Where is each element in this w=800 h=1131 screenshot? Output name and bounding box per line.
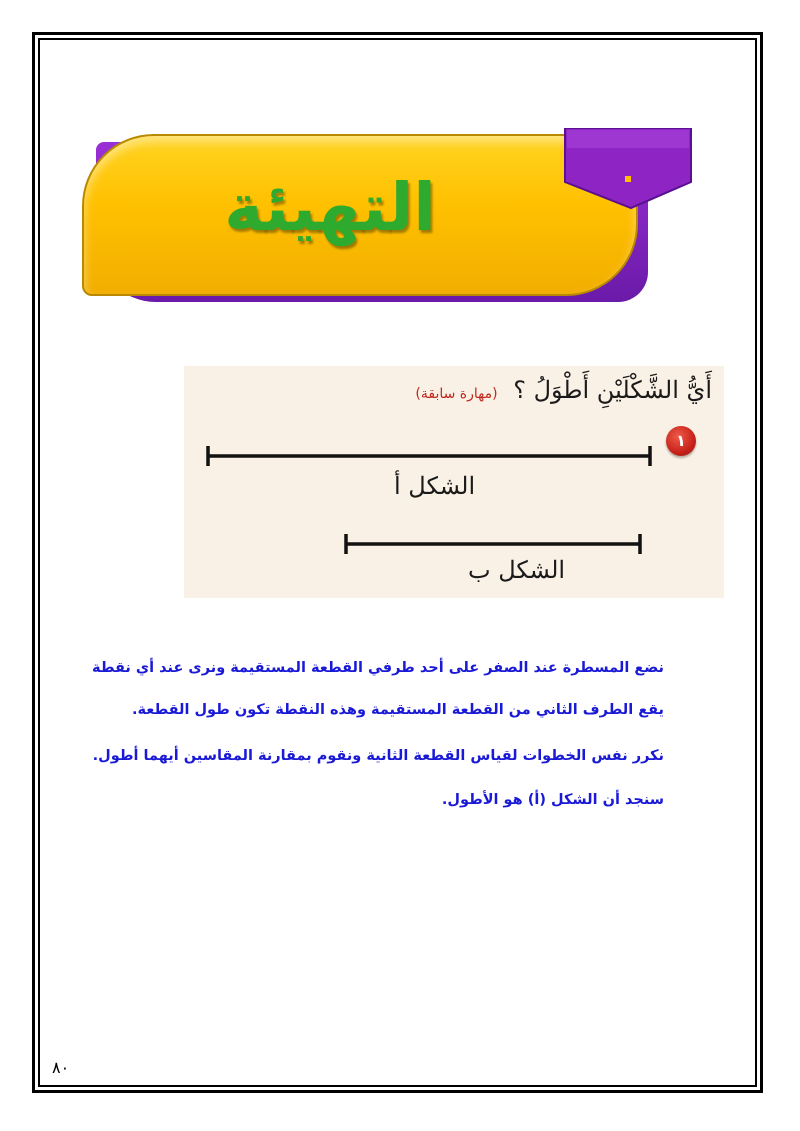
- segment-a: [208, 446, 650, 466]
- bookmark-tag-highlight: [567, 130, 689, 148]
- bookmark-tag-icon: [563, 128, 693, 210]
- explanation-line-4: سنجد أن الشكل (أ) هو الأطول.: [441, 792, 664, 808]
- section-title: التهيئة: [224, 169, 436, 246]
- exercise-number-badge: ١: [666, 426, 696, 456]
- explanation-line-3: نكرر نفس الخطوات لقياس القطعة الثانية ونقوم بمقارنة المقاسين أيهما أطول.: [92, 748, 664, 764]
- bookmark-tag-dot: [625, 176, 631, 182]
- shape-a-label: الشكل أ: [394, 472, 476, 500]
- question-text: أَيُّ الشَّكْلَيْنِ أَطْوَلُ ؟: [513, 376, 712, 404]
- explanation-line-2: يقع الطرف الثاني من القطعة المستقيمة وهذه النقطة تكون طول القطعة.: [131, 702, 664, 718]
- segment-b: [346, 534, 640, 554]
- explanation-line-1: نضع المسطرة عند الصفر على أحد طرفي القطعة المستقيمة ونرى عند أي نقطة: [92, 660, 664, 676]
- prior-skill-note: (مهارة سابقة): [415, 386, 498, 402]
- shape-b-label: الشكل ب: [468, 556, 566, 584]
- page-number: ٨٠: [52, 1058, 70, 1077]
- exercise-box: [184, 366, 724, 598]
